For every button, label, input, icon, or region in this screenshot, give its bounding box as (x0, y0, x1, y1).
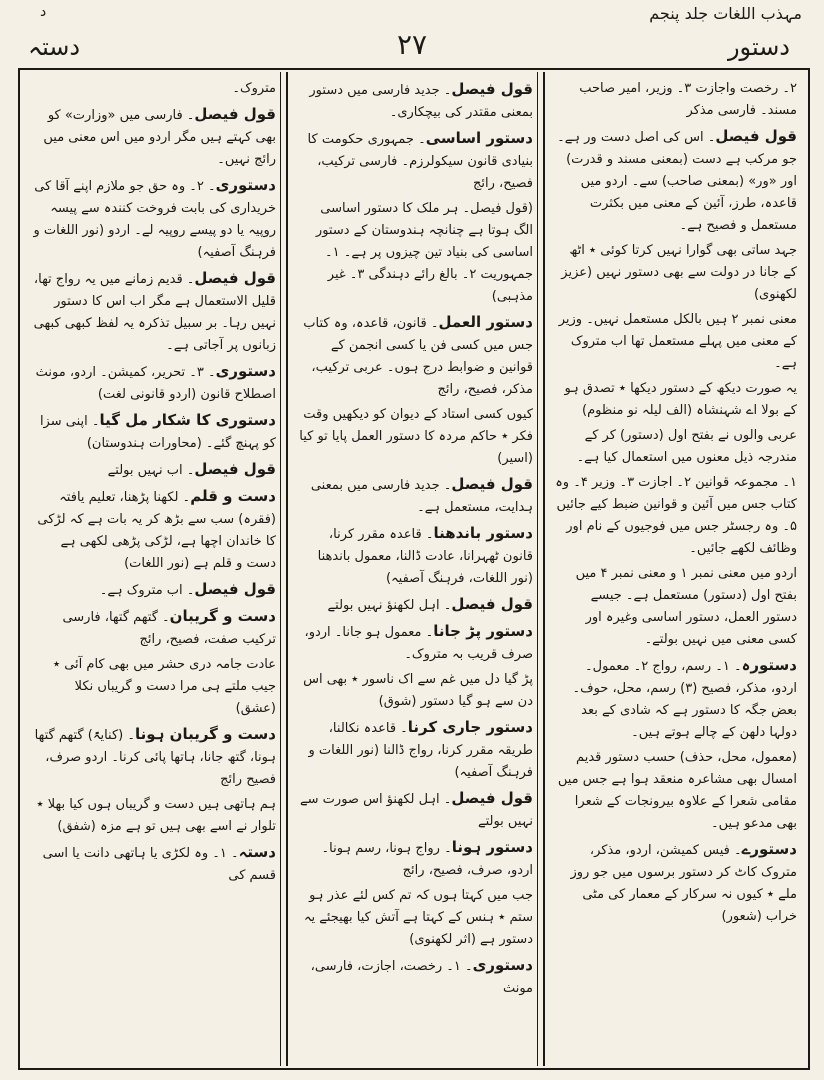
dictionary-entry (32, 723, 276, 791)
headword: قول فیصل (194, 460, 276, 478)
column-middle (288, 72, 543, 1066)
dictionary-entry (298, 836, 533, 882)
entry-text: ۔ جدید فارسی میں دستور بمعنی مقتدر کی بیچکاری۔ (309, 83, 533, 120)
headword: دستورہ (741, 656, 797, 674)
entry-text: ۔ اب متروک ہے۔ (99, 583, 195, 598)
catchword-right: دستور (727, 33, 790, 61)
entry-text: ۔ اہل لکھنؤ نہیں بولتے (327, 598, 452, 613)
entry-text: ۔ جمہوری حکومت کا بنیادی قانون سیکولرزم۔ فارسی ترکیب، فصیح، رائج (307, 132, 533, 191)
headword: دستور جاری کرنا (407, 718, 533, 736)
entry-text: ۔ قاعدہ نکالنا، طریقہ مقرر کرنا، رواج ڈالنا (نور اللغات و فرہنگ آصفیہ) (308, 721, 533, 780)
headword: قول فیصل (715, 127, 797, 145)
dictionary-entry (32, 409, 276, 455)
headword: دستور العمل (438, 313, 533, 331)
entry-text: ۔ اس کی اصل دست ور ہے۔ جو مرکب ہے دست (بمعنی مسند و قدرت) اور «ور» (بمعنی صاحب) سے۔ اردو میں قاعدہ، طرز، آئین کے معنی میں بکثرت مستعمل و فصیح ہے۔ (557, 130, 797, 233)
dictionary-entry (555, 240, 797, 306)
entry-text: معنی نمبر ۲ ہیں بالکل مستعمل نہیں۔ وزیر کے معنی میں پہلے مستعمل تھا اب متروک ہے۔ (558, 312, 797, 371)
entry-text: عادت جامہ دری حشر میں بھی کام آئی ٭ جیب ملتے ہی مرا دست و گریباں نکلا (عشق) (52, 657, 276, 716)
dictionary-entry (298, 198, 533, 308)
entry-text: ۔ ۱۔ رسم، رواج ۲۔ معمول۔ اردو، مذکر، فصیح (۳) رسم، محل، حوف۔ بعض جگہ کا دستور ہے کہ شادی کے بعد دولہا دلھن کے چالے ہوتے ہیں۔ (572, 659, 797, 740)
headword: دستور پڑ جانا (433, 622, 533, 640)
entry-text: ۔ فیس کمیشن، اردو، مذکر، متروک کاٹ کر دستور برسوں میں جو روز ملے ٭ کیوں نہ سرکار کے معمار کی مٹی خراب (شعور) (570, 843, 797, 924)
entry-text: کیوں کسی استاد کے دیوان کو دیکھیں وقت فکر ٭ حاکم مردہ کا دستور العمل پایا تو کیا (اسیر) (299, 407, 533, 466)
headword: دست و گریبان ہونا (134, 725, 276, 743)
dictionary-entry (298, 522, 533, 590)
dictionary-entry (298, 669, 533, 713)
headword: قول فیصل (451, 475, 533, 493)
headword: دستور باندھنا (433, 524, 533, 542)
entry-text: ۔ رواج ہونا، رسم ہونا۔ اردو، صرف، فصیح، رائج (321, 841, 533, 878)
dictionary-entry (555, 378, 797, 422)
entry-text: ۔ قدیم زمانے میں یہ رواج تھا، قلیل الاستعمال ہے مگر اب اس کا دستور نہیں رہا۔ بر سبیل تذکرہ یہ لفظ کبھی کبھی زبانوں پر آجاتی ہے۔ (33, 272, 276, 353)
entry-text: ۔ (کنایۃً) گتھم گتھا ہونا، گتھ جانا، ہاتھا پائی کرنا۔ اردو صرف، فصیح رائج (34, 728, 276, 787)
dictionary-entry (32, 605, 276, 651)
dictionary-entry (298, 593, 533, 617)
dictionary-entry (298, 954, 533, 1000)
column-right (545, 72, 807, 1066)
entry-text: ہم ہاتھی ہیں دست و گریباں ہوں کیا بھلا ٭ تلوار نے اسے بھی ہیں تو ہے مزہ (شفق) (36, 797, 276, 834)
page-header (18, 28, 806, 66)
catchword-left: دستہ (28, 33, 81, 61)
book-title: مہذب اللغات جلد پنجم (649, 4, 802, 23)
entry-text: یہ صورت دیکھ کے دستور دیکھا ٭ تصدق ہو کے بولا اے شہنشاہ (الف لیلہ نو منظوم) (564, 381, 797, 418)
entry-text: ۔ قاعدہ مقرر کرنا، قانون ٹھہرانا، عادت ڈالنا، معمول باندھنا (نور اللغات، فرہنگ آصفیہ) (317, 527, 533, 586)
headword: قول فیصل (451, 789, 533, 807)
headword: دستوری (215, 362, 276, 380)
dictionary-entry (298, 473, 533, 519)
entry-text: ۔ ۱۔ رخصت، اجازت، فارسی، مونث (310, 959, 533, 996)
headword: دست و قلم (190, 487, 276, 505)
dictionary-entry (32, 841, 276, 887)
entry-text: اردو میں معنی نمبر ۱ و معنی نمبر ۴ میں بفتح اول (دستور) مستعمل ہے۔ جیسے دستور العمل، دستور اساسی وغیرہ اور کسی معنی میں نہیں بولتے۔ (575, 566, 797, 647)
entry-text: پڑ گیا دل میں غم سے اک ناسور ٭ بھی اس دن سے ہو گیا دستور (شوق) (303, 672, 533, 709)
headword: قول فیصل (194, 269, 276, 287)
entry-text: عربی والوں نے بفتح اول (دستور) کر کے مندرجہ ذیل معنوں میں استعمال کیا ہے۔ (576, 428, 797, 465)
entry-text: ۔ اپنی سزا کو پہنچ گئے۔ (محاورات ہندوستان) (39, 414, 276, 451)
entry-text: ۔ فارسی میں «وزارت» کو بھی کہتے ہیں مگر اردو میں اس معنی میں رائج نہیں۔ (43, 108, 276, 167)
entry-text: متروک۔ (232, 81, 276, 96)
dictionary-entry (32, 78, 276, 100)
corner-mark: د (40, 4, 47, 20)
dictionary-entry (555, 309, 797, 375)
dictionary-entry (555, 125, 797, 237)
dictionary-entry (555, 747, 797, 835)
dictionary-entry (298, 311, 533, 401)
entry-text: جب میں کہتا ہوں کہ تم کس لئے عذر ہو ستم ٭ ہنس کے کہتا ہے آتش کیا بھیجئے یہ دستور ہے (اثر لکھنوی) (303, 888, 533, 947)
entry-text: ۔ جدید فارسی میں بمعنی ہدایت، مستعمل ہے۔ (310, 478, 533, 515)
dictionary-entry (298, 127, 533, 195)
dictionary-entry (298, 404, 533, 470)
entry-text: ۔ ۳۔ تحریر، کمیشن۔ اردو، مونث اصطلاح قانون (اردو قانونی لغت) (35, 365, 276, 402)
entry-text: ۔ ۱۔ وہ لکڑی یا ہاتھی دانت یا اسی قسم کی (42, 846, 276, 883)
headword: دستوری (215, 176, 276, 194)
dictionary-entry (32, 654, 276, 720)
dictionary-entry (555, 838, 797, 928)
headword: قول فیصل (451, 80, 533, 98)
dictionary-entry (32, 174, 276, 264)
headword: دستور اساسی (425, 129, 533, 147)
entry-text: ۔ اہل لکھنؤ اس صورت سے نہیں بولتے (300, 792, 533, 829)
headword: دستہ (238, 843, 276, 861)
dictionary-entry (32, 458, 276, 482)
entry-text: ۔ ۲۔ وہ حق جو ملازم اپنے آقا کی خریداری کی بابت فروخت کنندہ سے پیسہ روپیہ یا دو پیسے روپیہ لے۔ اردو (نور اللغات و فرہنگ آصفیہ) (33, 179, 276, 260)
headword: دستورے (741, 840, 797, 858)
entry-text: جہد ساتی بھی گوارا نہیں کرتا کوئی ٭ اٹھ کے جانا در دولت سے بھی دستور نہیں (عزیز لکھنوی) (561, 243, 797, 302)
dictionary-entry (555, 563, 797, 651)
dictionary-entry (32, 267, 276, 357)
entry-text: (معمول، محل، حذف) حسب دستور قدیم امسال بھی مشاعرہ منعقد ہوا ہے جس میں مقامی شعرا کے علاوہ بیرونجات کے شعرا بھی مدعو ہیں۔ (557, 750, 797, 831)
dictionary-entry (298, 716, 533, 784)
entry-text: ۲۔ رخصت واجازت ۳۔ وزیر، امیر صاحب مسند۔ فارسی مذکر (579, 81, 797, 118)
dictionary-entry (32, 485, 276, 575)
dictionary-entry (32, 578, 276, 602)
headword: قول فیصل (194, 580, 276, 598)
dictionary-entry (298, 787, 533, 833)
dictionary-entry (298, 620, 533, 666)
headword: قول فیصل (451, 595, 533, 613)
dictionary-entry (32, 103, 276, 171)
dictionary-entry (555, 425, 797, 469)
headword: دستور ہونا (451, 838, 533, 856)
dictionary-entry (298, 885, 533, 951)
entry-text: ۔ قانون، قاعدہ، وہ کتاب جس میں کسی فن یا کسی انجمن کے قوانین و ضوابط درج ہوں۔ عربی ترکیب، مذکر، فصیح، رائج (303, 316, 533, 397)
dictionary-entry (298, 78, 533, 124)
entry-text: (قول فیصل۔ ہر ملک کا دستور اساسی الگ ہوتا ہے چنانچہ ہندوستان کے دستور اساسی کی بنیاد تین چیزوں پر ہے۔ ۱۔ جمہوریت ۲۔ بالغ رائے دہندگی ۳۔ غیر مذہبی) (315, 201, 533, 304)
entry-text: ۔ معمول ہو جانا۔ اردو، صرف قریب بہ متروک۔ (304, 625, 533, 662)
dictionary-entry (555, 472, 797, 560)
headword: قول فیصل (194, 105, 276, 123)
page-number: ۲۷ (396, 28, 428, 61)
entry-text: ۱۔ مجموعہ قوانین ۲۔ اجازت ۳۔ وزیر ۴۔ وہ کتاب جس میں آئین و قوانین ضبط کیے جائیں ۵۔ وہ رجسٹر جس میں فوجیوں کے نام اور وظائف لکھے جائیں۔ (555, 475, 797, 556)
headword: دست و گریبان (169, 607, 276, 625)
entry-text: ۔ گتھم گتھا، فارسی ترکیب صفت، فصیح، رائج (62, 610, 276, 647)
dictionary-entry (32, 360, 276, 406)
headword: دستوری (472, 956, 533, 974)
entry-text: ۔ اب نہیں بولتے (107, 463, 195, 478)
dictionary-entry (32, 794, 276, 838)
column-left (22, 72, 286, 1066)
dictionary-entry (555, 78, 797, 122)
dictionary-entry (555, 654, 797, 744)
headword: دستوری کا شکار مل گیا (99, 411, 276, 429)
entry-text: ۔ لکھنا پڑھنا، تعلیم یافتہ (فقرہ) سب سے بڑھ کر یہ بات ہے کہ لڑکی کا خاندان اچھا ہے، لڑکی پڑھی لکھی ہے دست و قلم ہے (نور اللغات) (37, 490, 276, 571)
